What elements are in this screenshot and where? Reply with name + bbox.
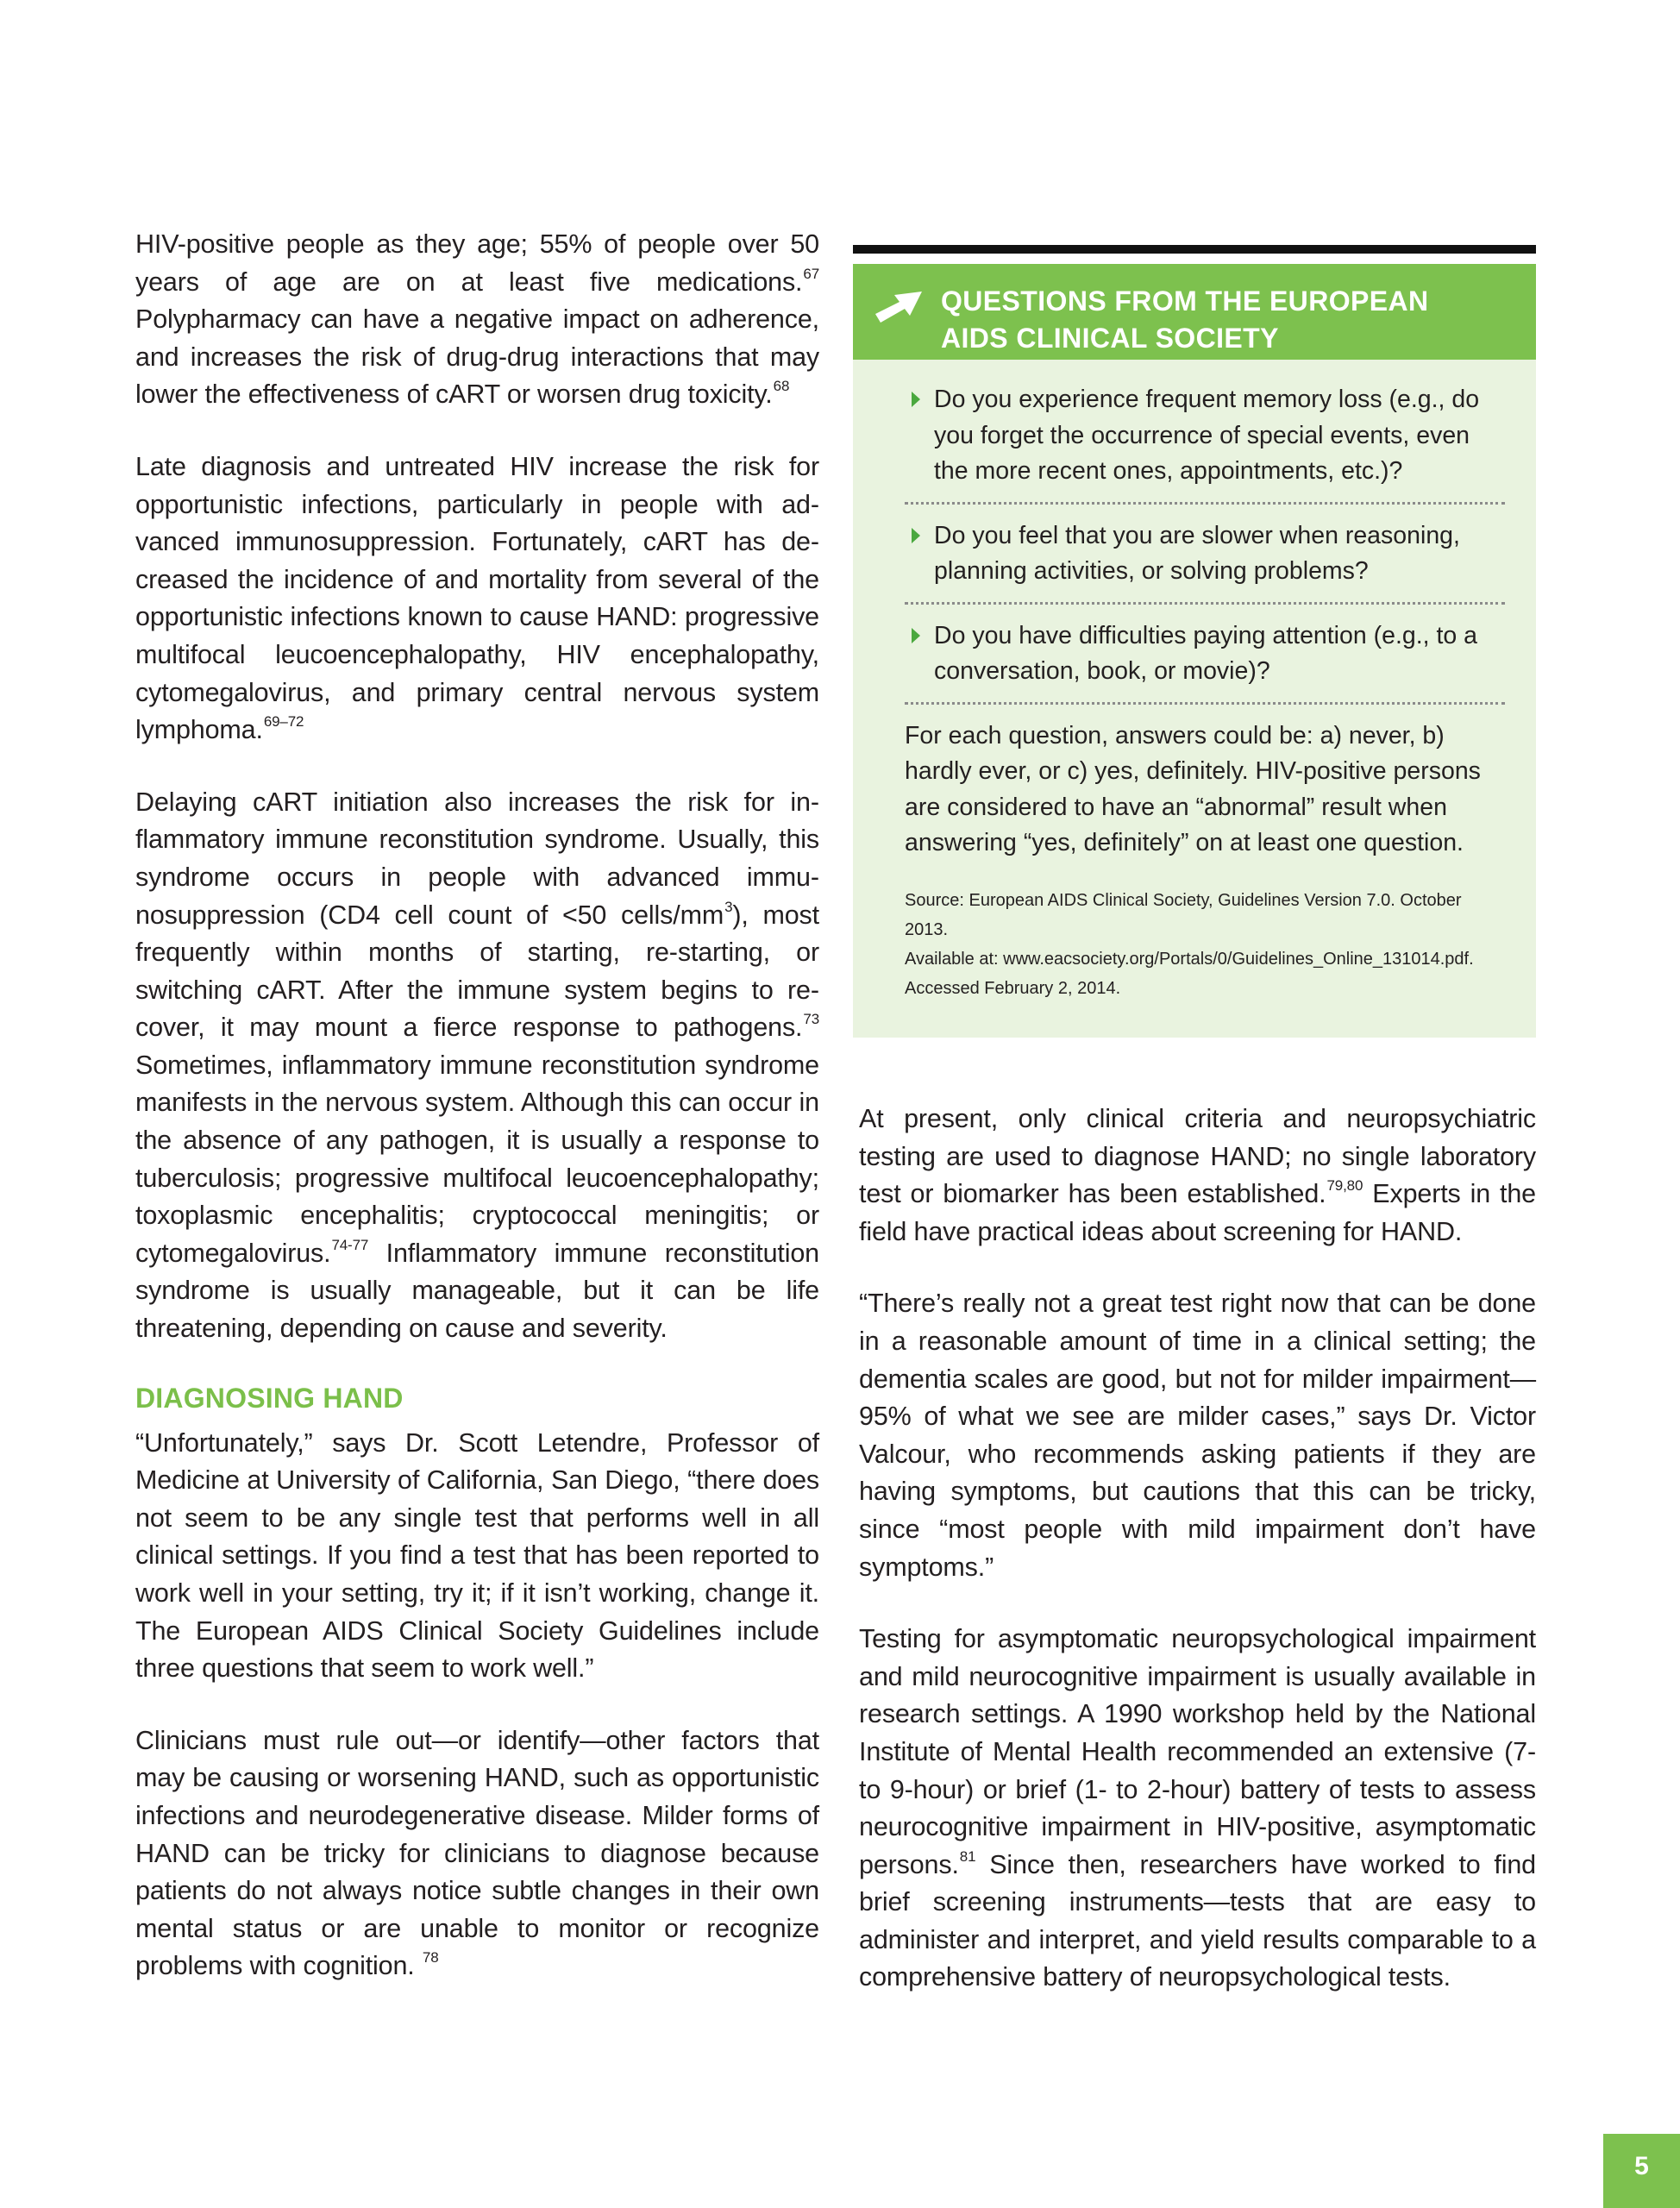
question-item: [905, 382, 1505, 505]
page-number: 5: [1603, 2134, 1680, 2208]
sidebar-title: [941, 283, 1519, 357]
question-text: Do you have difficulties paying attention (e.g., to a conversation, book, or movie)?: [934, 621, 1478, 685]
paragraph-text: Sometimes, inflammatory immune reconstitution syndrome manifests in the nervous system. Although this can occur in the absence of any pathogen, it is usually a response to tuberculosis; progressive multifocal leucoencephalopathy; toxoplasmic encephalitis; cryptococcal meningitis; or cytomegalovirus.: [135, 1050, 819, 1268]
source-citation: [905, 886, 1505, 1003]
footnote-ref: 78: [422, 1949, 439, 1966]
paragraph-letendre-quote: “Unfortunately,” says Dr. Scott Letendre, Professor of Medicine at University of California, San Diego, “there does not seem to be any single test that performs well in all clinical settings. If you find a test that has been reported to work well in your setting, try it; if it isn’t working, change it. The European AIDS Clinical Society Guidelines include three questions that seem to work well.”: [135, 1427, 819, 1684]
paragraph-text: ), most frequently within months of starting, re-starting, or switching cART. After the immune system begins to recover, it may mount a fierce response to pathogens.: [135, 900, 819, 1043]
footnote-ref: 79,80: [1326, 1177, 1363, 1195]
question-text: Do you experience frequent memory loss (e.g., do you forget the occurrence of special events, even the more recent ones, appointments, etc.)?: [934, 386, 1480, 485]
paragraph-text: Since then, researchers have worked to find brief screening instruments—tests that are easy to administer and interpret, and yield results comparable to a comprehensive battery of neuropsychological tests.: [859, 1849, 1536, 1992]
paragraph-testing: [859, 1621, 1536, 1997]
paragraph-text: Inflammatory immune reconstitution syndrome is usually manageable, but it can be life threatening, depending on cause and severity.: [135, 1238, 819, 1344]
triangle-bullet-icon: [912, 392, 920, 407]
paragraph-valcour-quote: “There’s really not a great test right now that can be done in a reasonable amount of time in a clinical setting; the dementia scales are good, but not for milder impairment—95% of what we see are milder cases,” says Dr. Victor Valcour, who recommends asking patients if they are having symptoms, but cautions that this can be tricky, since “most people with mild impairment don’t have symptoms.”: [859, 1289, 1536, 1582]
footnote-ref: 81: [959, 1847, 976, 1865]
source-line: Available at: www.eacsociety.org/Portals/0/Guidelines_Online_131014.pdf.: [905, 949, 1474, 969]
footnote-ref: 69–72: [263, 713, 304, 731]
source-line: Source: European AIDS Clinical Society, Guidelines Version 7.0. October 2013.: [905, 890, 1462, 939]
footnote-ref: 68: [773, 378, 790, 395]
answer-note: For each question, answers could be: a) never, b) hardly ever, or c) yes, definitely. HIV-positive persons are considered to have an “abnormal” result when answering “yes, definitely” on at least one question.: [905, 721, 1481, 856]
paragraph-text: Polypharmacy can have a negative impact on adherence, and increases the risk of drug-drug interactions that may lower the effectiveness of cART or worsen drug toxicity.: [135, 304, 819, 410]
sidebar-body: [853, 360, 1536, 1038]
paragraph-clinicians: [135, 1722, 819, 1985]
footnote-ref: 74-77: [331, 1236, 369, 1253]
paragraph-text: Testing for asymptomatic neuropsychological impairment and mild neurocognitive impairment is usually available in research settings. A 1990 workshop held by the National Institute of Mental Health recommended an extensive (7- to 9-hour) or brief (1- to 2-hour) battery of tests to assess neurocognitive impairment in HIV-positive, asymptomatic persons.: [859, 1624, 1536, 1879]
paragraph-text: Clinicians must rule out—or identify—other factors that may be causing or worsening HAND, such as opportunistic infections and neurodegenerative disease. Milder forms of HAND can be tricky for clinicians to diagnose because patients do not always notice subtle changes in their own mental status or are unable to monitor or recognize problems with cognition.: [135, 1725, 819, 1981]
paragraph-text: HIV-positive people as they age; 55% of people over 50 years of age are on at least five medications.: [135, 229, 819, 297]
left-column: [135, 226, 819, 2020]
paragraph-late-diagnosis: [135, 448, 819, 750]
paragraph-text: At present, only clinical criteria and neuropsychiatric testing are used to diagnose HAND; no single laboratory test or biomarker has been established.: [859, 1104, 1536, 1209]
sidebar-title-line: AIDS CLINICAL SOCIETY: [941, 323, 1279, 354]
sidebar-header: [853, 264, 1536, 360]
paragraph-text: Experts in the field have practical ideas about screening for HAND.: [859, 1179, 1536, 1246]
footnote-ref: 67: [803, 265, 819, 282]
paragraph-delaying-cart: [135, 784, 819, 1348]
question-item: [905, 518, 1505, 605]
superscript: 3: [724, 898, 733, 915]
sidebar-top-rule: [853, 245, 1536, 254]
paragraph-text: Delaying cART initiation also increases the risk for inflammatory immune reconstitution syndrome. Usually, this syndrome occurs in people with advanced immunosuppression (CD4 cell count of <50 cells/mm: [135, 787, 819, 930]
triangle-bullet-icon: [912, 628, 920, 643]
paragraph-text: Late diagnosis and untreated HIV increase the risk for opportunistic infections, particularly in people with advanced immunosuppression. Fortunately, cART has decreased the incidence of and mortality from several of the opportunistic infections known to cause HAND: progressive multifocal leucoencephalopathy, HIV encephalopathy, cytomegalovirus, and primary central nervous system lymphoma.: [135, 451, 819, 745]
footnote-ref: 73: [803, 1011, 819, 1028]
arrow-icon: [870, 285, 931, 336]
question-item: [905, 618, 1505, 705]
right-column: [859, 1101, 1536, 2031]
paragraph-present-criteria: [859, 1101, 1536, 1251]
triangle-bullet-icon: [912, 528, 920, 543]
question-text: Do you feel that you are slower when reasoning, planning activities, or solving problems?: [934, 521, 1460, 585]
section-heading: DIAGNOSING HAND: [135, 1382, 404, 1414]
source-line: Accessed February 2, 2014.: [905, 978, 1121, 998]
sidebar-box: [853, 245, 1536, 1038]
sidebar-title-line: QUESTIONS FROM THE EUROPEAN: [941, 285, 1429, 317]
paragraph-polypharmacy: [135, 226, 819, 414]
